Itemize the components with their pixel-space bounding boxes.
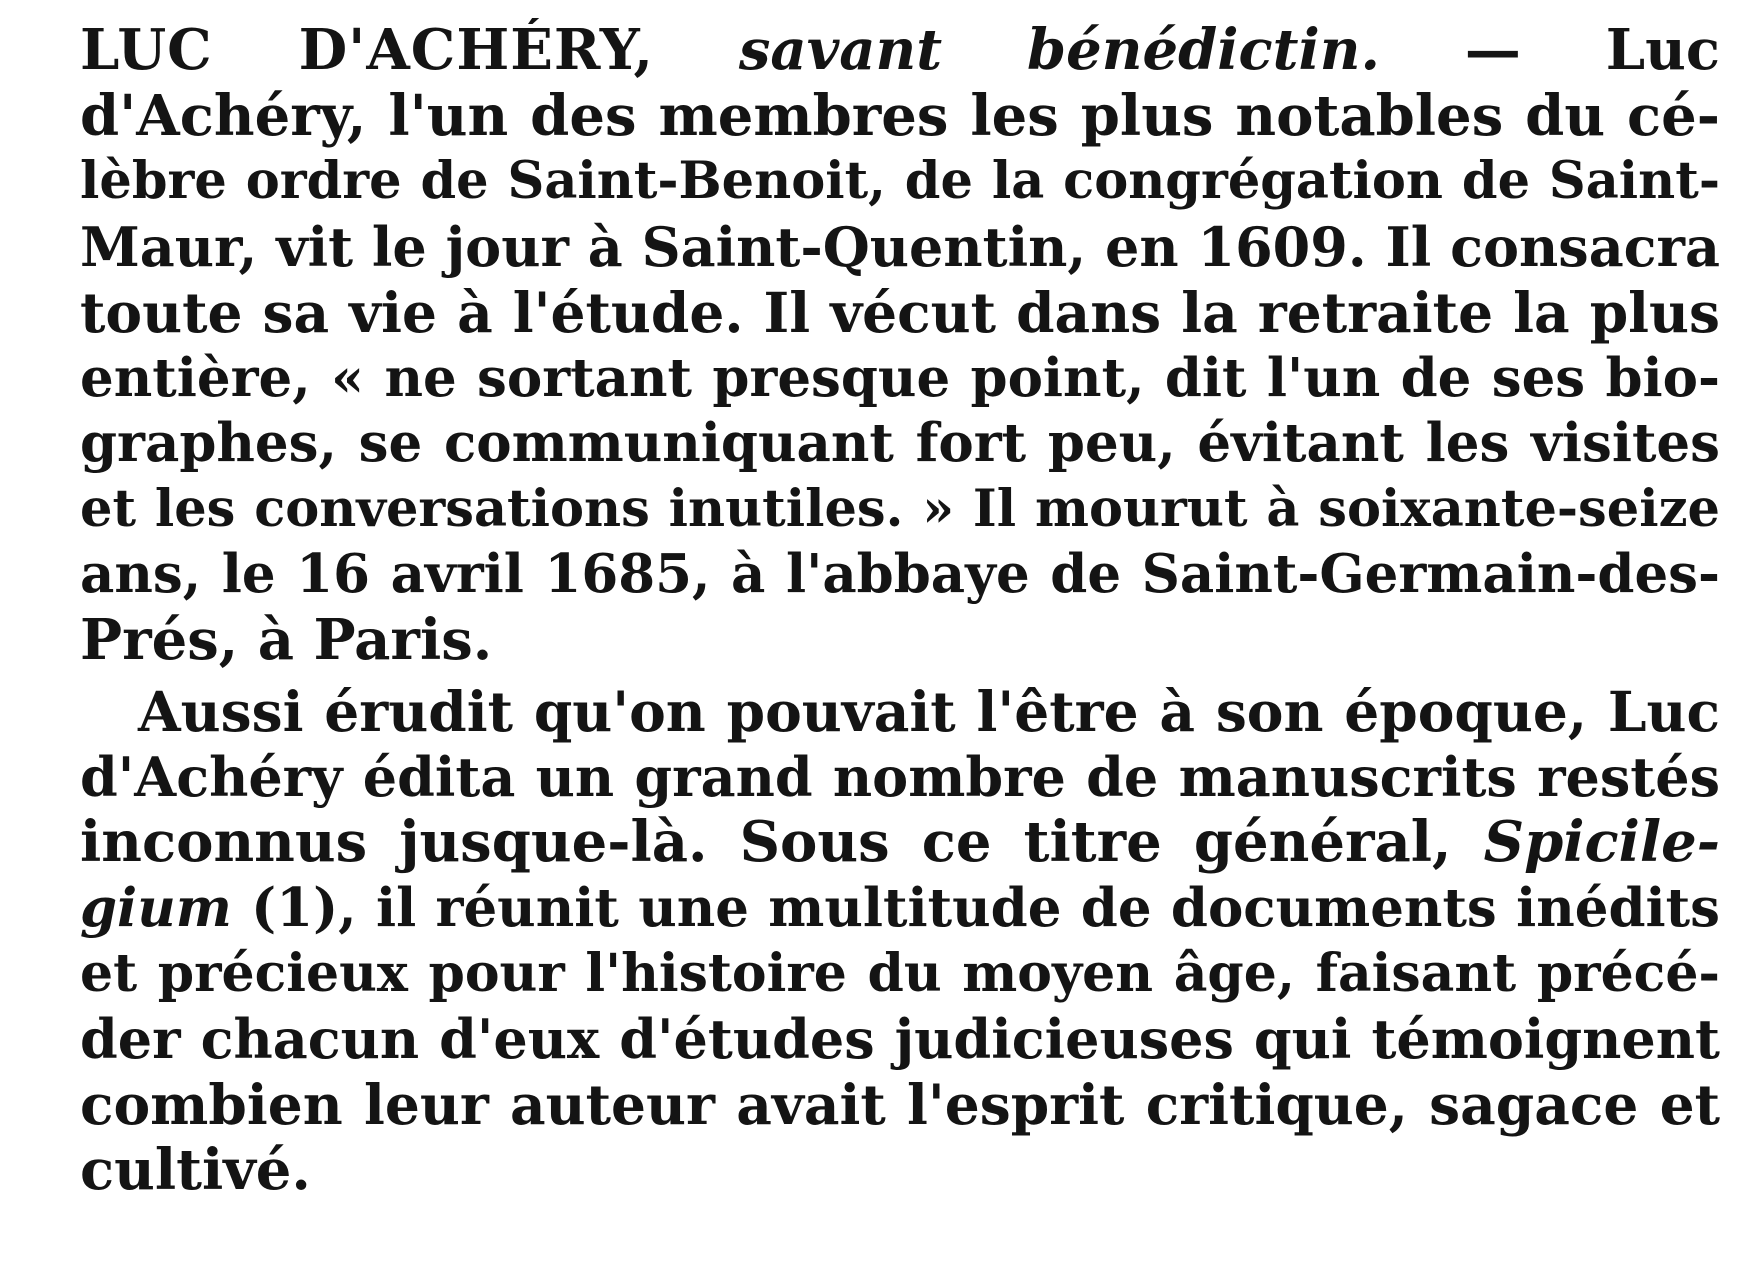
paragraph1-line-1 (80, 18, 1720, 84)
paragraph2-line-3-text: inconnus jusque-là. Sous ce titre général, (80, 810, 1452, 875)
spicilegium-title-part1: Spicile- (1483, 810, 1720, 875)
paragraph1-line-10: Prés, à Paris. (80, 607, 493, 673)
paragraph2-line-2: d'Achéry édita un grand nombre de manuscrits restés (80, 744, 1720, 809)
paragraph2-line-8: cultivé. (80, 1137, 311, 1203)
paragraph2-line-6: der chacun d'eux d'études judicieuses qui témoignent (80, 1006, 1720, 1071)
article-heading: LUC D'ACHÉRY, (80, 18, 654, 83)
paragraph2-line-4 (80, 876, 1720, 942)
paragraph1-line-8: et les conversations inutiles. » Il mourut à soixante-seize (80, 478, 1720, 539)
paragraph1-line-9: ans, le 16 avril 1685, à l'abbaye de Saint-Germain-des- (80, 543, 1720, 605)
paragraph1-line-6: entière, « ne sortant presque point, dit l'un de ses bio- (80, 346, 1720, 409)
paragraph2-line-7: combien leur auteur avait l'esprit critique, sagace et (80, 1072, 1720, 1137)
paragraph1-line-5: toute sa vie à l'étude. Il vécut dans la retraite la plus (80, 280, 1720, 345)
paragraph2-line-1: Aussi érudit qu'on pouvait l'être à son époque, Luc (138, 679, 1720, 744)
paragraph2-line-4-text: (1), il réunit une multitude de documents inédits (231, 876, 1720, 939)
paragraph1-line-4: Maur, vit le jour à Saint-Quentin, en 1609. Il consacra (80, 214, 1720, 279)
paragraph1-line-3: lèbre ordre de Saint-Benoit, de la congrégation de Saint- (80, 151, 1720, 211)
paragraph1-text: — Luc (1464, 18, 1720, 83)
document-page (80, 18, 1720, 1258)
paragraph2-line-3 (80, 810, 1720, 876)
paragraph1-line-2: d'Achéry, l'un des membres les plus notables du cé- (80, 83, 1720, 149)
paragraph1-line-7: graphes, se communiquant fort peu, évitant les visites (80, 412, 1720, 474)
paragraph2-line-5: et précieux pour l'histoire du moyen âge, faisant précé- (80, 943, 1720, 1004)
spicilegium-title-part2: gium (80, 876, 232, 939)
article-subtitle: savant bénédictin. (738, 18, 1381, 83)
